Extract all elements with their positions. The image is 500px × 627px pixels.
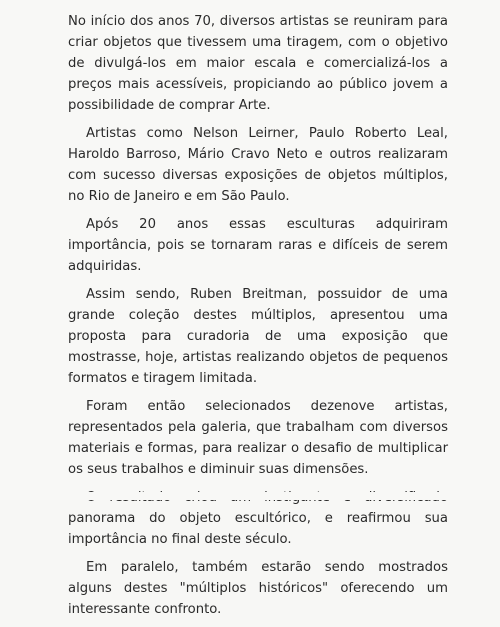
paragraph-7: Em paralelo, também estarão sendo mostrados alguns destes "múltiplos históricos" oferecendo um interessante confronto. (68, 560, 448, 617)
paragraph-5: Foram então selecionados dezenove artistas, representados pela galeria, que trabalham com diversos materiais e formas, para realizar o desafio de multiplicar os seus trabalhos e diminuir suas dimensões. (68, 399, 448, 477)
page-bottom-edge (0, 492, 500, 500)
paragraph-1: No início dos anos 70, diversos artistas se reuniram para criar objetos que tivessem uma tiragem, com o objetivo de divulgá-los em maior escala e comercializá-los a preços mais acessíveis, propiciando ao público jovem a possibilidade de comprar Arte. (68, 14, 448, 113)
paragraph-3: Após 20 anos essas esculturas adquiriram importância, pois se tornaram raras e difíceis de serem adquiridas. (68, 217, 448, 274)
document-body (68, 11, 448, 627)
paragraph-4: Assim sendo, Ruben Breitman, possuidor de uma grande coleção destes múltiplos, apresentou uma proposta para curadoria de uma exposição que mostrasse, hoje, artistas realizando objetos de pequenos formatos e tiragem limitada. (68, 287, 448, 386)
paragraph-2: Artistas como Nelson Leirner, Paulo Roberto Leal, Haroldo Barroso, Mário Cravo Neto e outros realizaram com sucesso diversas exposições de objetos múltiplos, no Rio de Janeiro e em São Paulo. (68, 126, 448, 204)
paragraph-6: panorama do objeto escultórico, e reafirmou sua importância no final deste século. (68, 511, 448, 547)
